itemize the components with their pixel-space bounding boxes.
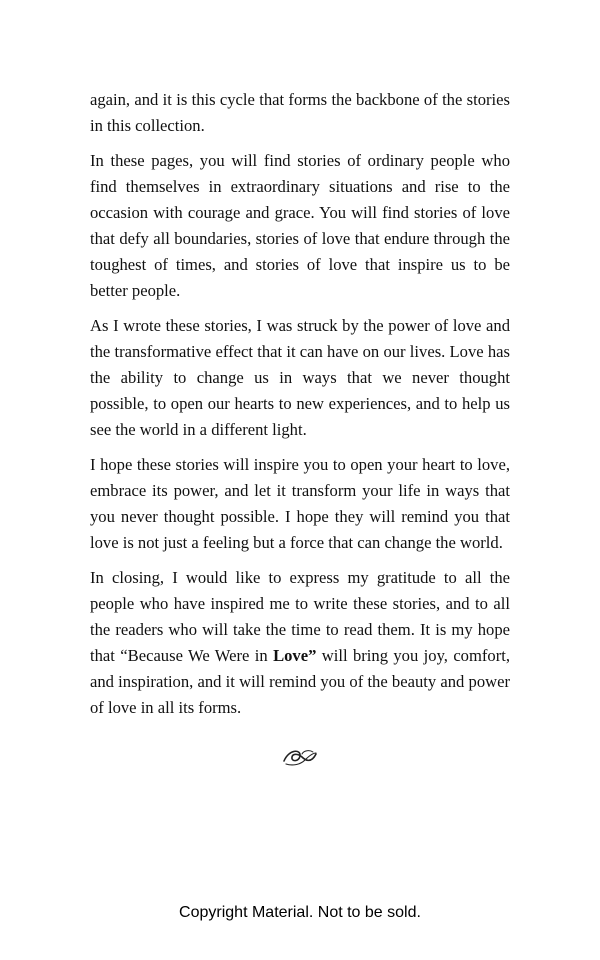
book-title-bold: Love” [273,646,317,665]
book-title-plain: “Because We Were in [120,646,274,665]
paragraph-1: again, and it is this cycle that forms the backbone of the stories in this collection. [90,90,510,135]
flourish-icon [280,745,320,769]
book-title [120,646,316,665]
closing-text-end: will bring you joy, comfort, and inspiration, and it will remind you of the beauty and power of love in all its forms. [90,646,510,717]
paragraph-closing [90,565,510,721]
copyright-footer: Copyright Material. Not to be sold. [179,904,421,921]
body-text [90,87,510,730]
paragraph-2: In these pages, you will find stories of ordinary people who find themselves in extraordinary situations and rise to the occasion with courage and grace. You will find stories of love that defy all boundaries, stories of love that endure through the toughest of times, and stories of love that inspire us to be better people. [90,151,510,300]
paragraph-3: As I wrote these stories, I was struck by the power of love and the transformative effect that it can have on our lives. Love has the ability to change us in ways that we never thought possible, to open our hearts to new experiences, and to help us see the world in a different light. [90,316,510,439]
paragraph-4: I hope these stories will inspire you to open your heart to love, embrace its power, and let it transform your life in ways that you never thought possible. I hope they will remind you that love is not just a feeling but a force that can change the world. [90,455,510,552]
closing-text-start: In closing, I would like to express my gratitude to all the people who have inspired me to write these stories, and to all the readers who will take the time to read them. It is my hope that [90,568,510,665]
